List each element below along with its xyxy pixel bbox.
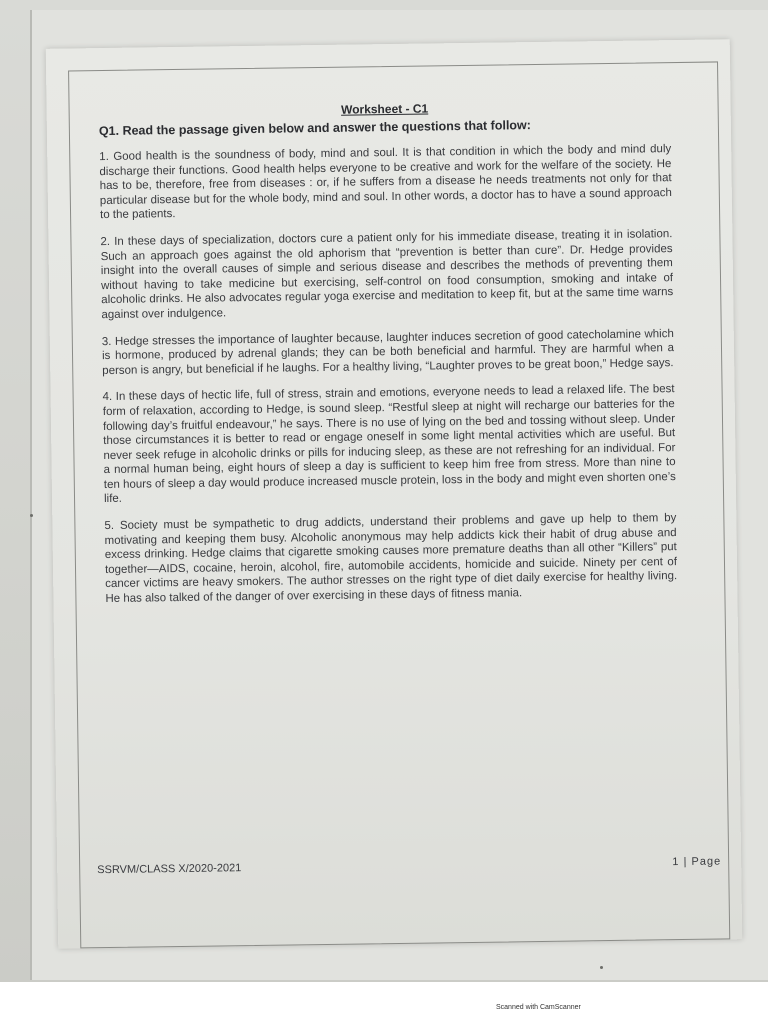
worksheet-title: Worksheet - C1 — [340, 101, 429, 117]
paper-speck — [600, 966, 603, 969]
passage-paragraph-5: 5. Society must be sympathetic to drug addicts, understand their problems and gave up help to them by motivating and keeping them busy. Alcoholic anonymous may help addicts kick their habit of drug abuse and excess drinking. Hedge claims that cigarette smoking causes more premature deaths than all other “Killers” put together—AIDS, cocaine, heroin, alcohol, fire, automobile accidents, homicide and suicide. Ninety per cent of cancer victims are heavy smokers. The author stresses on the right type of diet daily exercise for healthy living. He has also talked of the danger of over exercising in these days of fitness mania. — [104, 512, 678, 606]
passage-paragraph-3: 3. Hedge stresses the importance of laughter because, laughter induces secretion of good catecholamine which is hormone, produced by adrenal glands; they can be both beneficial and harmful. They are harmful when a person is angry, but beneficial if he laughs. For a healthy living, “Laughter proves to be great boon,” Hedge says. — [101, 327, 675, 377]
worksheet-page — [46, 39, 742, 948]
worksheet-content — [99, 98, 678, 619]
question-heading: Q1. Read the passage given below and answer the questions that follow: — [98, 118, 531, 139]
passage-paragraph-2: 2. In these days of specialization, doctors cure a patient only for his immediate disease, treating it in isolation. Such an approach goes against the old aphorism that “prevention is better than cure”. Dr. Hedge provides insight into the overall causes of simple and serious disease and describes the methods of preventing them without having to take medicine but exercising, self-control on food consumption, smoking and intake of alcoholic drinks. He also advocates regular yoga exercise and meditation to keep fit, but at the same time warns against over indulgence. — [100, 228, 674, 322]
paper-speck — [30, 514, 33, 517]
passage-paragraph-4: 4. In these days of hectic life, full of stress, strain and emotions, everyone needs to lead a relaxed life. The best form of relaxation, according to Hedge, is sound sleep. “Restful sleep at night will recharge our batteries for the following day’s fruitful endeavour,” he says. There is no use of lying on the bed and tossing without sleep. Under those circumstances it is better to read or engage oneself in some light mental activities which are useful. But never seek refuge in alcoholic drinks or pills for inducing sleep, as these are not refreshing for an individual. For a normal human being, eight hours of sleep a day is sufficient to keep him free from stress. More than nine to ten hours of sleep a day would produce increased muscle protein, loss in the body and might even shorten one’s life. — [102, 383, 676, 506]
scanner-watermark: Scanned with CamScanner — [496, 1004, 581, 1011]
page-number: 1 | Page — [672, 855, 722, 869]
passage-paragraph-1: 1. Good health is the soundness of body, mind and soul. It is that condition in which the body and mind duly discharge their functions. Good health helps everyone to be creative and work for the welfare of the society. He has to be, therefore, free from diseases : or, if he suffers from a disease he needs treatments not only for that particular disease but for the whole body, mind and soul. In other words, a doctor has to have a sound approach to the patients. — [99, 143, 672, 222]
footer-class-label: SSRVM/CLASS X/2020-2021 — [97, 862, 242, 877]
